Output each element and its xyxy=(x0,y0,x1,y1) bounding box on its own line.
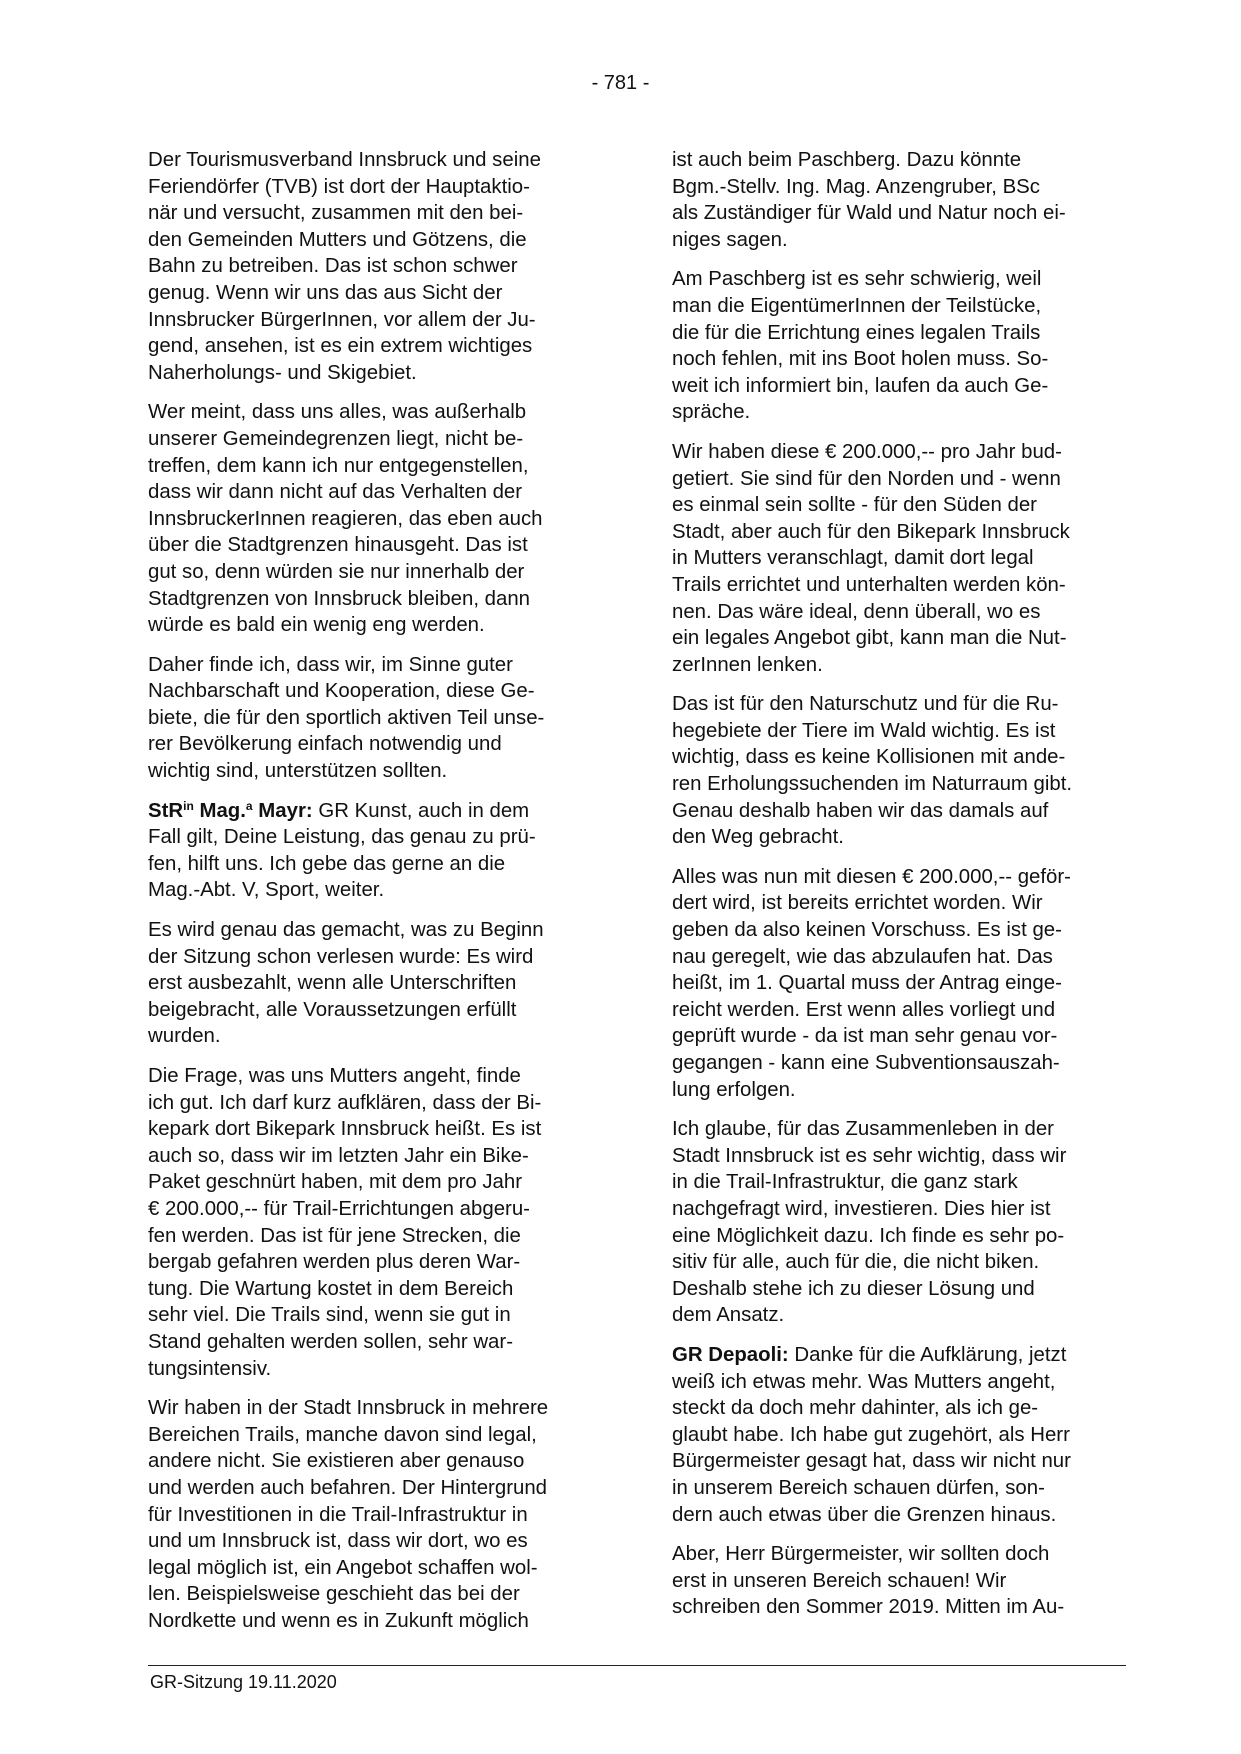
paragraph: Wir haben diese € 200.000,-- pro Jahr bud- getiert. Sie sind für den Norden und - wenn es einmal sein sollte - für den Süden der Stadt, aber auch für den Bikepark Innsbruck in Mutters veranschlagt, damit dort legal Trails errichtet und unterhalten werden kön- nen. Das wäre ideal, denn überall, wo es ein legales Angebot gibt, kann man die Nut- zerInnen lenken. xyxy=(672,440,1070,676)
paragraph: Alles was nun mit diesen € 200.000,-- geför- dert wird, ist bereits errichtet worden. Wir geben da also keinen Vorschuss. Es ist ge- nau geregelt, wie das abzulaufen hat. Das heißt, im 1. Quartal muss der Antrag einge- reicht werden. Erst wenn alles vorliegt und geprüft wurde - da ist man sehr genau vor- gegangen - kann eine Subventionsauszah- lung erfolgen. xyxy=(672,865,1071,1101)
paragraph: Wer meint, dass uns alles, was außerhalb unserer Gemeindegrenzen liegt, nicht be- treffen, dem kann ich nur entgegenstellen, dass wir dann nicht auf das Verhalten der InnsbruckerInnen reagieren, das eben auch über die Stadtgrenzen hinausgeht. Das ist gut so, denn würden sie nur innerhalb der Stadtgrenzen von Innsbruck bleiben, dann würde es bald ein wenig eng werden. xyxy=(148,401,543,637)
paragraph: Wir haben in der Stadt Innsbruck in mehrere Bereichen Trails, manche davon sind legal, andere nicht. Sie existieren aber genauso und werden auch befahren. Der Hintergrund für Investitionen in die Trail-Infrastruktur in und um Innsbruck ist, dass wir dort, wo es legal möglich ist, ein Angebot schaffen wol- len. Beispielsweise geschieht das bei der Nordkette und wenn es in Zukunft möglich xyxy=(148,1397,549,1632)
footer-divider xyxy=(148,1665,1126,1666)
right-column xyxy=(672,147,1128,1634)
paragraph: Der Tourismusverband Innsbruck und seine Feriendörfer (TVB) ist dort der Hauptaktio- när und versucht, zusammen mit den bei- den Gemeinden Mutters und Götzens, die Bahn zu betreiben. Das ist schon schwer genug. Wenn wir uns das aus Sicht der Innsbrucker BürgerInnen, vor allem der Ju- gend, ansehen, ist es ein extrem wichtiges Naherholungs- und Skigebiet. xyxy=(148,149,541,384)
speaker-paragraph: GR Depaoli: Danke für die Aufklärung, jetzt weiß ich etwas mehr. Was Mutters angeht, steckt da doch mehr dahinter, als ich ge- glaubt habe. Ich habe gut zugehört, als Herr Bürgermeister gesagt hat, dass wir nicht nur in unserem Bereich schauen dürfen, son- dern auch etwas über die Grenzen hinaus. xyxy=(672,1343,1071,1526)
paragraph: Daher finde ich, dass wir, im Sinne guter Nachbarschaft und Kooperation, diese Ge- biete, die für den sportlich aktiven Teil unse- rer Bevölkerung einfach notwendig und wichtig sind, unterstützen sollten. xyxy=(148,653,545,783)
speaker-paragraph: StR$^{in}$ Mag.$^a$ Mayr: GR Kunst, auch in dem Fall gilt, Deine Leistung, das genau zu prü- fen, hilft uns. Ich gebe das gerne an die Mag.-Abt. V, Sport, weiter. xyxy=(148,798,536,902)
paragraph: Das ist für den Naturschutz und für die Ru- hegebiete der Tiere im Wald wichtig. Es ist wichtig, dass es keine Kollisionen mit ande- ren Erholungssuchenden im Naturraum gibt. Genau deshalb haben wir das damals auf den Weg gebracht. xyxy=(672,693,1073,849)
page-number: - 781 - xyxy=(591,72,650,94)
speaker-name: StR$^{in}$ Mag.$^a$ Mayr: xyxy=(148,798,313,822)
paragraph: Am Paschberg ist es sehr schwierig, weil man die EigentümerInnen der Teilstücke, die für die Errichtung eines legalen Trails noch fehlen, mit ins Boot holen muss. So- weit ich informiert bin, laufen da auch Ge- spräche. xyxy=(672,268,1049,424)
paragraph: Ich glaube, für das Zusammenleben in der Stadt Innsbruck ist es sehr wichtig, dass wir in die Trail-Infrastruktur, die ganz stark nachgefragt wird, investieren. Dies hier ist eine Möglichkeit dazu. Ich finde es sehr po- sitiv für alle, auch für die, die nicht biken. Deshalb stehe ich zu dieser Lösung und dem Ansatz. xyxy=(672,1118,1067,1327)
speaker-name: GR Depaoli: xyxy=(672,1343,789,1366)
paragraph: Aber, Herr Bürgermeister, wir sollten doch erst in unseren Bereich schauen! Wir schreiben den Sommer 2019. Mitten im Au- xyxy=(672,1543,1065,1619)
left-column xyxy=(148,147,600,1647)
paragraph: ist auch beim Paschberg. Dazu könnte Bgm.-Stellv. Ing. Mag. Anzengruber, BSc als Zuständiger für Wald und Natur noch ei- niges sagen. xyxy=(672,149,1066,251)
footer-session-label: GR-Sitzung 19.11.2020 xyxy=(150,1672,337,1692)
paragraph: Es wird genau das gemacht, was zu Beginn der Sitzung schon verlesen wurde: Es wird erst ausbezahlt, wenn alle Unterschriften beigebracht, alle Voraussetzungen erfüllt wurden. xyxy=(148,919,544,1048)
paragraph: Die Frage, was uns Mutters angeht, finde ich gut. Ich darf kurz aufklären, dass der Bi- kepark dort Bikepark Innsbruck heißt. Es ist auch so, dass wir im letzten Jahr ein Bike- Paket geschnürt haben, mit dem pro Jahr € 200.000,-- für Trail-Errichtungen abgeru- fen werden. Das ist für jene Strecken, die bergab gefahren werden plus deren War- tung. Die Wartung kostet in dem Bereich sehr viel. Die Trails sind, wenn sie gut in Stand gehalten werden sollen, sehr war- tungsintensiv. xyxy=(148,1065,542,1380)
